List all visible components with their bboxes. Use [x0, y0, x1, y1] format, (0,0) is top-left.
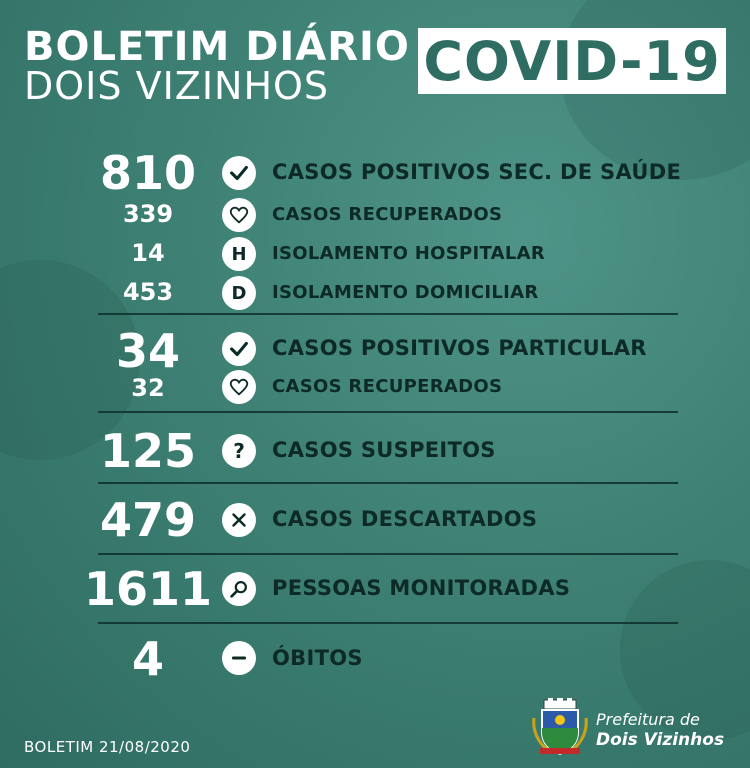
stat-label: CASOS RECUPERADOS: [272, 204, 503, 225]
stat-value: 14: [131, 239, 165, 267]
stat-label: ISOLAMENTO DOMICILIAR: [272, 282, 539, 303]
x-icon: [222, 503, 256, 537]
stat-row-descartados: [0, 493, 750, 547]
hospital-h-icon: H: [222, 237, 256, 271]
section-divider: [98, 622, 678, 624]
stat-row-positivos-particular: [0, 324, 750, 378]
stat-label: CASOS DESCARTADOS: [272, 507, 538, 531]
stat-row-recuperados-particular: [0, 370, 750, 410]
covid-badge: COVID-19: [418, 28, 726, 94]
stat-row-isolamento-domiciliar: [0, 276, 750, 316]
stat-value: 125: [99, 424, 197, 478]
stat-label: ISOLAMENTO HOSPITALAR: [272, 243, 546, 264]
minus-icon: [222, 641, 256, 675]
magnifier-icon: [222, 572, 256, 606]
city-name-label: Dois Vizinhos: [596, 730, 725, 750]
heart-icon: [222, 198, 256, 232]
section-divider: [98, 553, 678, 555]
stat-value: 339: [122, 200, 174, 228]
stat-value: 34: [115, 324, 180, 378]
heart-icon: [222, 370, 256, 404]
stat-value: 32: [131, 374, 165, 402]
stat-label: ÓBITOS: [272, 646, 363, 670]
check-icon: [222, 156, 256, 190]
stat-value: 810: [99, 146, 197, 200]
stat-row-monitoradas: [0, 562, 750, 616]
check-icon: [222, 332, 256, 366]
city-coat-of-arms-logo: [530, 698, 590, 758]
stat-label: CASOS SUSPEITOS: [272, 438, 496, 462]
section-divider: [98, 411, 678, 413]
domicile-d-icon: D: [222, 276, 256, 310]
title-line-1: BOLETIM DIÁRIO: [24, 24, 410, 70]
question-icon: ?: [222, 434, 256, 468]
stat-label: CASOS POSITIVOS SEC. DE SAÚDE: [272, 160, 682, 184]
stat-value: 479: [99, 493, 197, 547]
stat-label: CASOS RECUPERADOS: [272, 376, 503, 397]
section-divider: [98, 313, 678, 315]
stat-row-isolamento-hospitalar: [0, 237, 750, 277]
stat-row-suspeitos: [0, 424, 750, 478]
stat-row-positivos-saude: [0, 146, 750, 200]
stat-row-recuperados-saude: [0, 198, 750, 238]
stat-label: PESSOAS MONITORADAS: [272, 576, 571, 600]
stat-label: CASOS POSITIVOS PARTICULAR: [272, 336, 647, 360]
stat-value: 1611: [83, 562, 213, 616]
section-divider: [98, 482, 678, 484]
stat-row-obitos: [0, 632, 750, 686]
stat-value: 453: [122, 278, 174, 306]
prefeitura-label: Prefeitura de: [596, 710, 700, 729]
bulletin-date: BOLETIM 21/08/2020: [24, 738, 191, 756]
title-line-2: DOIS VIZINHOS: [24, 64, 330, 108]
stat-value: 4: [131, 632, 164, 686]
